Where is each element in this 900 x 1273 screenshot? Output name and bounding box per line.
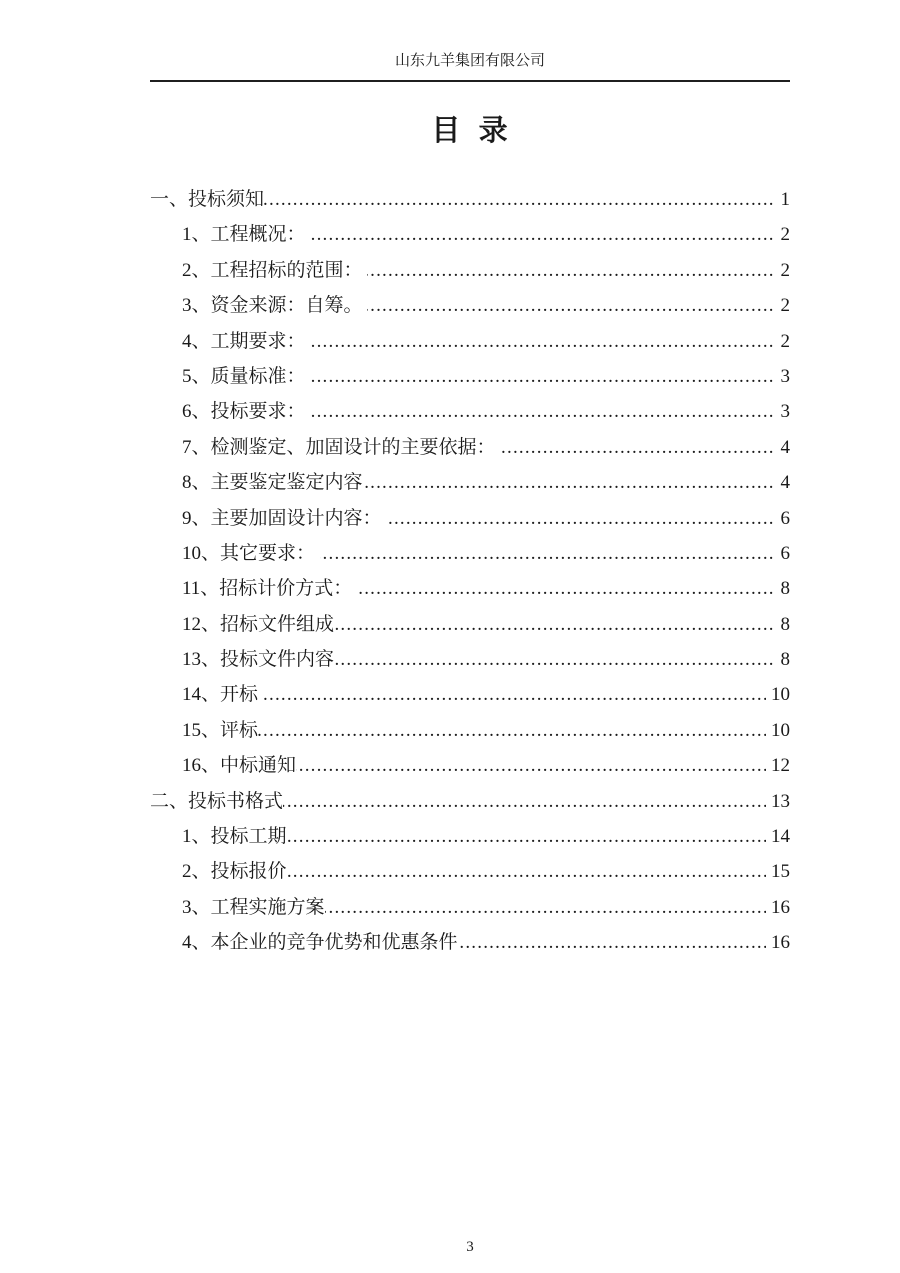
page-number: 3 xyxy=(466,1239,474,1255)
company-name: 山东九羊集团有限公司 xyxy=(394,53,545,69)
toc-entry-page: 2 xyxy=(776,324,791,359)
toc-entry[interactable] xyxy=(150,324,790,359)
toc-entry-page: 10 xyxy=(766,677,790,712)
toc-entry[interactable] xyxy=(150,571,790,606)
toc-entry[interactable] xyxy=(150,607,790,642)
toc-entry-label: 10、其它要求： xyxy=(150,536,320,571)
toc-entry-label: 14、开标 xyxy=(150,677,263,712)
toc-entry-label: 11、招标计价方式： xyxy=(150,571,357,606)
toc-entry-page: 1 xyxy=(776,182,791,217)
toc-entry-page: 16 xyxy=(766,925,790,960)
toc-entry-page: 15 xyxy=(766,854,790,889)
toc-entry-label: 8、主要鉴定鉴定内容 xyxy=(150,465,363,500)
toc-entry-label: 2、投标报价 xyxy=(150,854,287,889)
toc-entry[interactable] xyxy=(150,182,790,217)
toc-entry-label: 12、招标文件组成 xyxy=(150,607,334,642)
toc-entry-page: 8 xyxy=(776,571,791,606)
toc-entry[interactable] xyxy=(150,536,790,571)
toc-entry-label: 一、投标须知 xyxy=(150,182,264,217)
toc-entry[interactable] xyxy=(150,430,790,465)
toc-entry-page: 14 xyxy=(766,819,790,854)
page-header xyxy=(150,50,790,82)
toc-title: 目 录 xyxy=(431,115,509,147)
toc-entry-label: 4、本企业的竞争优势和优惠条件 xyxy=(150,925,458,960)
toc-entry-label: 5、质量标准： xyxy=(150,359,310,394)
toc-entry[interactable] xyxy=(150,854,790,889)
toc-entry-label: 3、工程实施方案 xyxy=(150,890,325,925)
toc-entry-page: 3 xyxy=(776,359,791,394)
toc-entry[interactable] xyxy=(150,819,790,854)
toc-entry-page: 6 xyxy=(776,501,791,536)
toc-entry-page: 8 xyxy=(776,642,791,677)
toc-entry[interactable] xyxy=(150,217,790,252)
toc-entry-page: 2 xyxy=(776,217,791,252)
toc-entry[interactable] xyxy=(150,642,790,677)
toc-entry-label: 13、投标文件内容 xyxy=(150,642,334,677)
toc-entry[interactable] xyxy=(150,925,790,960)
toc-entry[interactable] xyxy=(150,288,790,323)
toc-entry[interactable] xyxy=(150,501,790,536)
toc-entry-page: 13 xyxy=(766,784,790,819)
toc-entry[interactable] xyxy=(150,713,790,748)
toc-entry-label: 4、工期要求： xyxy=(150,324,310,359)
toc-entry-label: 3、资金来源：自筹。 xyxy=(150,288,367,323)
toc-entry[interactable] xyxy=(150,253,790,288)
toc-entry-page: 4 xyxy=(776,430,791,465)
toc-entry-label: 6、投标要求： xyxy=(150,394,310,429)
toc-entry-page: 3 xyxy=(776,394,791,429)
toc-entry-label: 二、投标书格式 xyxy=(150,784,283,819)
toc-entry-label: 2、工程招标的范围： xyxy=(150,253,367,288)
toc-entry-label: 16、中标通知 xyxy=(150,748,296,783)
toc-entry-page: 2 xyxy=(776,253,791,288)
toc-entry-page: 16 xyxy=(766,890,790,925)
toc-entry-page: 6 xyxy=(776,536,791,571)
page-footer xyxy=(150,1237,790,1257)
toc-entry[interactable] xyxy=(150,394,790,429)
toc-list xyxy=(150,182,790,961)
toc-entry-label: 7、检测鉴定、加固设计的主要依据： xyxy=(150,430,500,465)
toc-entry-page: 12 xyxy=(766,748,790,783)
toc-entry-label: 1、工程概况： xyxy=(150,217,310,252)
toc-entry-label: 9、主要加固设计内容： xyxy=(150,501,386,536)
toc-entry[interactable] xyxy=(150,748,790,783)
toc-entry[interactable] xyxy=(150,677,790,712)
toc-entry-label: 15、评标 xyxy=(150,713,258,748)
toc-entry[interactable] xyxy=(150,465,790,500)
toc-entry-page: 8 xyxy=(776,607,791,642)
toc-entry[interactable] xyxy=(150,359,790,394)
toc-entry[interactable] xyxy=(150,890,790,925)
toc-entry-page: 10 xyxy=(766,713,790,748)
toc-entry-page: 4 xyxy=(776,465,791,500)
toc-entry-label: 1、投标工期 xyxy=(150,819,287,854)
toc-entry[interactable] xyxy=(150,784,790,819)
toc-entry-page: 2 xyxy=(776,288,791,323)
